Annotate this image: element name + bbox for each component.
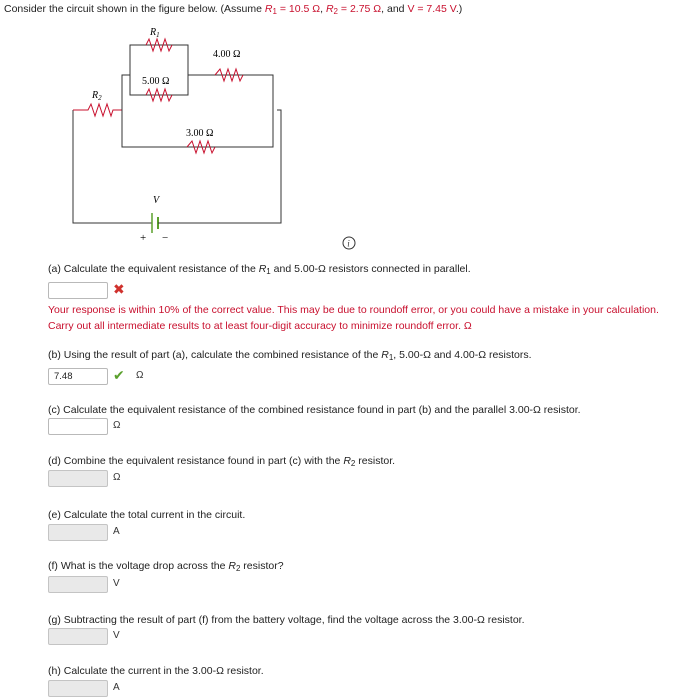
r4-wire xyxy=(188,75,273,110)
unit-h: A xyxy=(113,682,120,693)
left-node-wire xyxy=(122,75,130,110)
question-d: (d) Combine the equivalent resistance found in part (c) with the $R_2$ resistor. xyxy=(48,455,396,468)
answer-b-input[interactable] xyxy=(48,368,108,385)
unit-d: Ω xyxy=(113,472,121,483)
unit-g: V xyxy=(113,630,120,641)
circuit-diagram xyxy=(60,25,290,250)
info-icon[interactable] xyxy=(342,236,356,250)
question-f: (f) What is the voltage drop across the $R_2$ resistor? xyxy=(48,560,284,573)
r5-label: 5.00 Ω xyxy=(142,76,170,87)
outer-right-wire xyxy=(163,110,281,223)
answer-c-input[interactable] xyxy=(48,418,108,435)
r2-label: $R_2$ xyxy=(92,90,102,102)
incorrect-icon: ✖ xyxy=(113,281,125,297)
answer-g-input[interactable] xyxy=(48,628,108,645)
question-c: (c) Calculate the equivalent resistance of the combined resistance found in part (b) and the parallel 3.00-Ω resistor. xyxy=(48,404,581,416)
battery-plus: + xyxy=(140,232,147,244)
feedback-a: Your response is within 10% of the correct value. This may be due to roundoff error, or you could have a mistake in your calculation. Carry out all intermediate results to at least four-digit accuracy to minimize roundoff error. Ω xyxy=(48,304,659,332)
r1-label: $R_1$ xyxy=(150,27,160,39)
question-a: (a) Calculate the equivalent resistance of the $R_1$ and 5.00-Ω resistors connected in parallel. xyxy=(48,263,471,276)
question-e: (e) Calculate the total current in the circuit. xyxy=(48,509,246,521)
problem-statement: Consider the circuit shown in the figure below. (Assume $R_1 = 10.5$ Ω, $R_2 = 2.75$ Ω, and V = 7.45 V.) xyxy=(4,3,463,16)
r3-label: 3.00 Ω xyxy=(186,128,214,139)
unit-c: Ω xyxy=(113,420,121,431)
battery-minus: − xyxy=(162,232,169,244)
outer-left-wire xyxy=(73,110,148,223)
unit-b: Ω xyxy=(136,370,144,381)
r4-label: 4.00 Ω xyxy=(213,49,241,60)
answer-h-input[interactable] xyxy=(48,680,108,697)
answer-f-input[interactable] xyxy=(48,576,108,593)
question-b: (b) Using the result of part (a), calculate the combined resistance of the $R_1$, 5.00-Ω and 4.00-Ω resistors. xyxy=(48,349,532,362)
answer-d-input[interactable] xyxy=(48,470,108,487)
unit-f: V xyxy=(113,578,120,589)
unit-e: A xyxy=(113,526,120,537)
parallel-block xyxy=(130,45,188,95)
svg-text:i: i xyxy=(347,238,350,249)
answer-e-input[interactable] xyxy=(48,524,108,541)
answer-a-input[interactable] xyxy=(48,282,108,299)
battery-label: V xyxy=(153,195,160,206)
correct-check-icon: ✔ xyxy=(113,367,125,383)
question-h: (h) Calculate the current in the 3.00-Ω resistor. xyxy=(48,665,264,677)
r2-resistor xyxy=(73,104,122,116)
question-g: (g) Subtracting the result of part (f) from the battery voltage, find the voltage across the 3.00-Ω resistor. xyxy=(48,614,525,626)
